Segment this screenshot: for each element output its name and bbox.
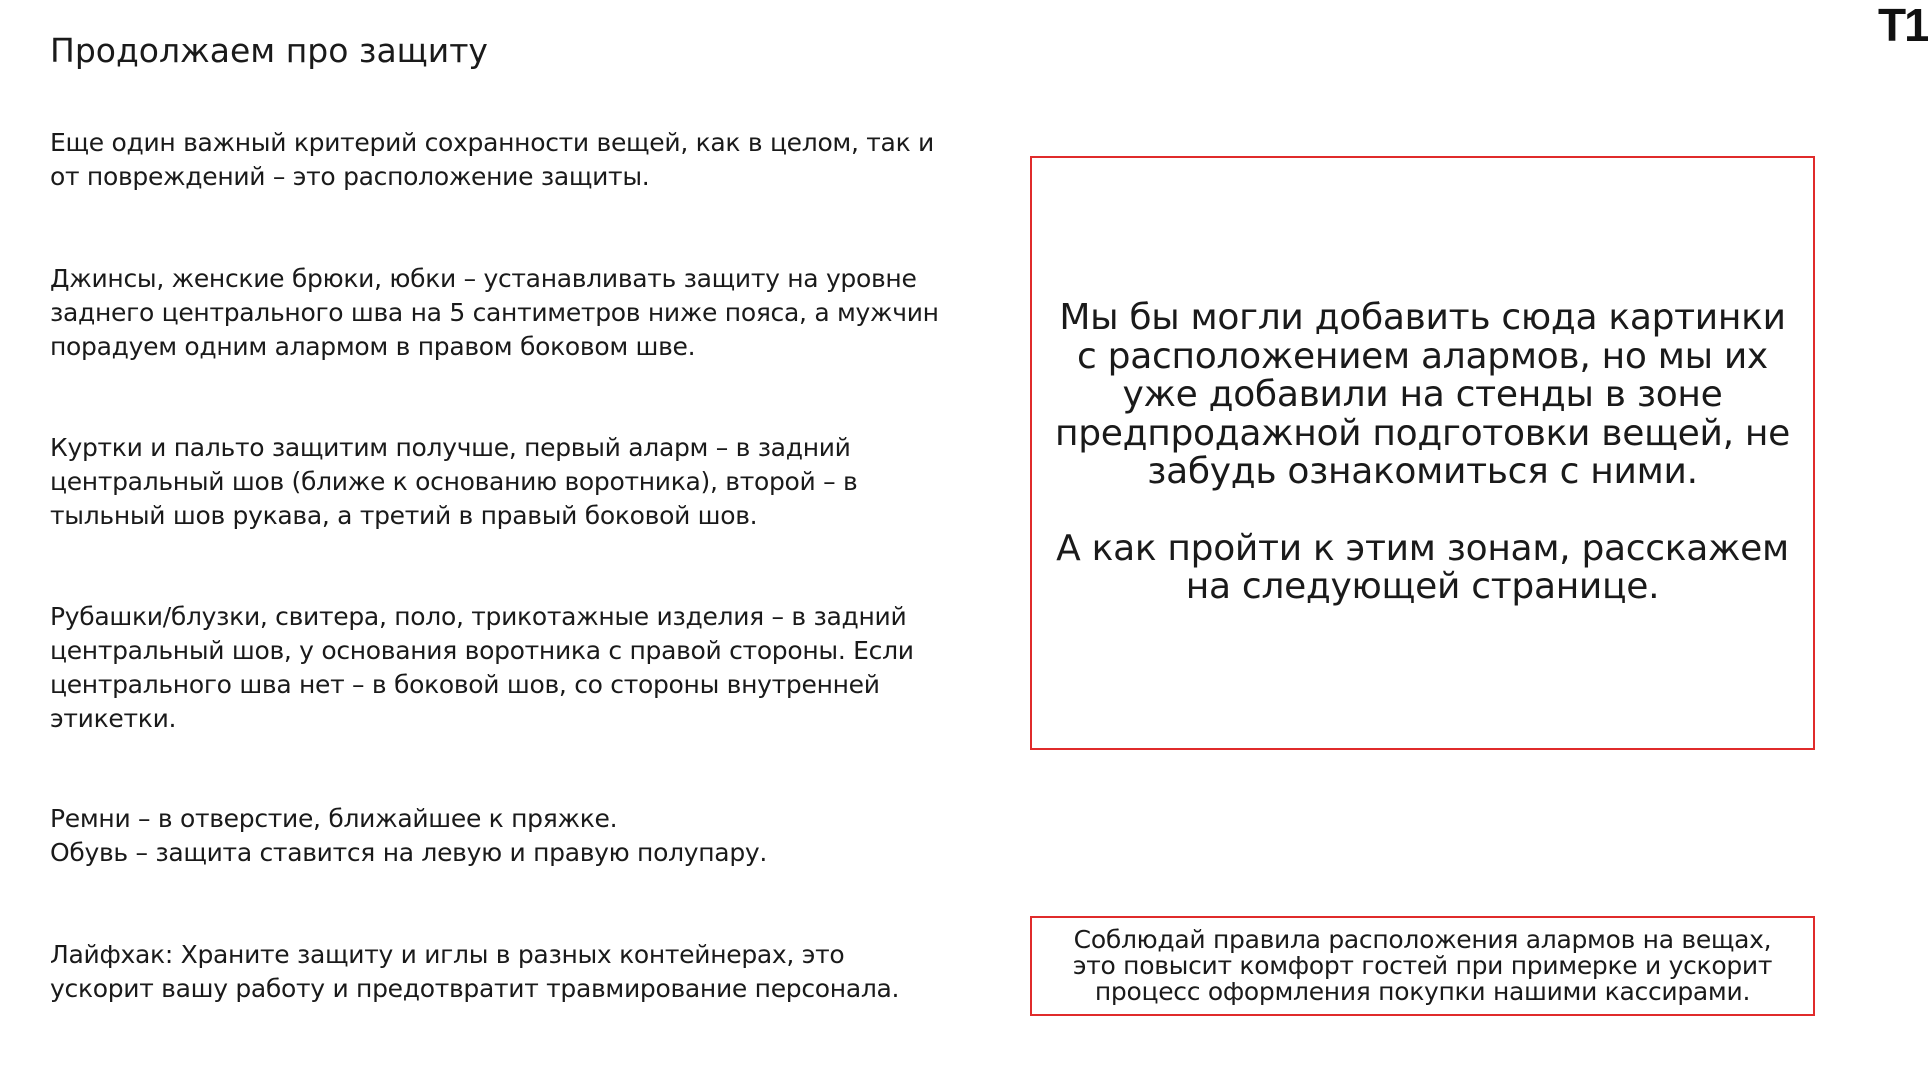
page-title: Продолжаем про защиту: [50, 31, 488, 70]
text-line: Соблюдай правила расположения алармов на вещах,: [1073, 925, 1772, 954]
text-line: предпродажной подготовки вещей, не: [1054, 412, 1790, 454]
info-paragraph-2: [1055, 527, 1790, 608]
text-line: процесс оформления покупки нашими кассирами.: [1094, 977, 1751, 1006]
info-paragraph-1: [1055, 299, 1790, 492]
text-line: А как пройти к этим зонам, расскажем: [1056, 527, 1789, 569]
text-line: Ремни – в отверстие, ближайшее к пряжке.: [50, 804, 618, 833]
text-line: Обувь – защита ставится на левую и правую полупару.: [50, 838, 768, 867]
paragraph-jeans: [50, 262, 950, 364]
logo: T1: [1878, 0, 1928, 51]
text-line: Рубашки/блузки, свитера, поло, трикотажные изделия – в задний: [50, 602, 907, 631]
paragraph-jackets: [50, 431, 950, 533]
text-line: уже добавили на стенды в зоне: [1122, 374, 1723, 416]
text-line: Еще один важный критерий сохранности вещей, как в целом, так и: [50, 128, 934, 157]
paragraph-lifehack: [50, 938, 950, 1006]
paragraph-belts-shoes: [50, 802, 950, 870]
note-callout-box: [1030, 916, 1815, 1016]
text-line: Мы бы могли добавить сюда картинки: [1059, 297, 1786, 339]
text-line: Джинсы, женские брюки, юбки – устанавливать защиту на уровне: [50, 264, 917, 293]
text-line: порадуем одним алармом в правом боковом шве.: [50, 332, 696, 361]
text-line: заднего центрального шва на 5 сантиметров ниже пояса, а мужчин: [50, 298, 939, 327]
text-line: центрального шва нет – в боковой шов, со стороны внутренней: [50, 670, 880, 699]
text-line: от повреждений – это расположение защиты.: [50, 162, 650, 191]
text-line: Куртки и пальто защитим получше, первый аларм – в задний: [50, 433, 851, 462]
text-line: тыльный шов рукава, а третий в правый боковой шов.: [50, 501, 758, 530]
text-line: центральный шов, у основания воротника с правой стороны. Если: [50, 636, 914, 665]
note-callout-text: [1073, 927, 1772, 1005]
info-callout-text: [1055, 299, 1790, 607]
paragraph-intro: [50, 126, 950, 194]
text-line: ускорит вашу работу и предотвратит травмирование персонала.: [50, 974, 900, 1003]
paragraph-shirts: [50, 600, 950, 736]
text-line: этикетки.: [50, 704, 177, 733]
text-line: забудь ознакомиться с ними.: [1147, 451, 1698, 493]
text-line: Лайфхак: Храните защиту и иглы в разных контейнерах, это: [50, 940, 845, 969]
text-line: это повысит комфорт гостей при примерке и ускорит: [1072, 951, 1773, 980]
info-callout-box: [1030, 156, 1815, 750]
text-line: на следующей странице.: [1185, 566, 1660, 608]
paragraph-spacer: [1055, 492, 1790, 530]
text-line: с расположением алармов, но мы их: [1077, 335, 1768, 377]
text-line: центральный шов (ближе к основанию воротника), второй – в: [50, 467, 858, 496]
